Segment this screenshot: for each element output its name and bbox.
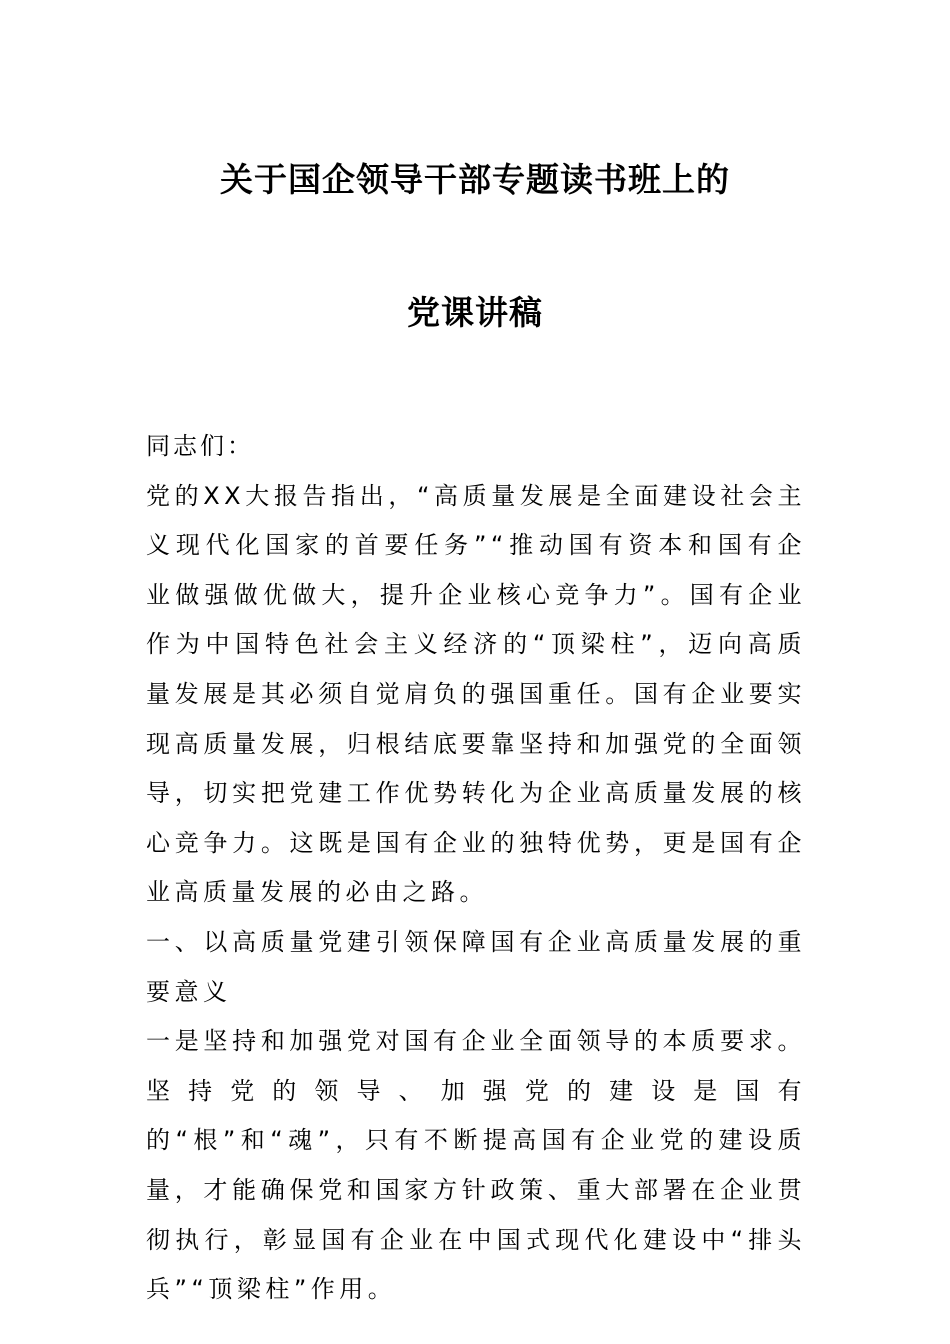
salutation: 同志们： [146, 432, 254, 460]
paragraph-point-1: 一是坚持和加强党对国有企业全面领导的本质要求。坚持党的领导、加强党的建设是国有的“根”和“魂”，只有不断提高国有企业党的建设质量，才能确保党和国家方针政策、重大部署在企业贯彻执行，彰显国有企业在中国式现代化建设中“排头兵”“顶梁柱”作用。 [146, 1027, 806, 1304]
paragraph-intro: 党的XX大报告指出，“高质量发展是全面建设社会主义现代化国家的首要任务”“推动国有资本和国有企业做强做优做大，提升企业核心竞争力”。国有企业作为中国特色社会主义经济的“顶梁柱”，迈向高质量发展是其必须自觉肩负的强国重任。国有企业要实现高质量发展，归根结底要靠坚持和加强党的全面领导，切实把党建工作优势转化为企业高质量发展的核心竞争力。这既是国有企业的独特优势，更是国有企业高质量发展的必由之路。 [146, 481, 806, 907]
document-title-line-2: 党课讲稿 [407, 293, 543, 332]
document-title-line-1: 关于国企领导干部专题读书班上的 [220, 160, 730, 199]
document-body [146, 422, 806, 1315]
section-heading-1: 一、以高质量党建引领保障国有企业高质量发展的重要意义 [146, 927, 806, 1006]
